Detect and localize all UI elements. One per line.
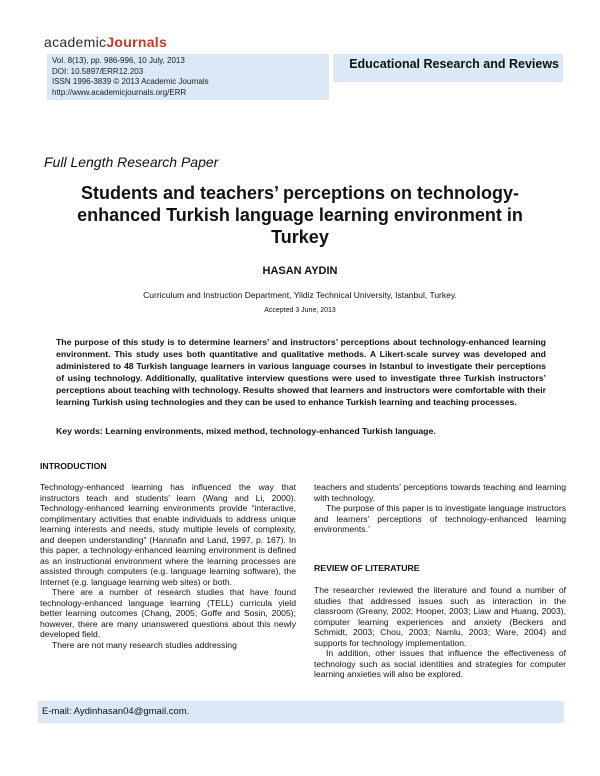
introduction-heading: INTRODUCTION — [40, 461, 107, 471]
right-column-top — [314, 482, 566, 535]
journal-logo: academicJournals — [44, 34, 168, 50]
title-line: Turkey — [271, 227, 329, 247]
volume-line: Vol. 8(13), pp. 986-996, 10 July, 2013 — [52, 56, 185, 65]
author-email: E-mail: Aydinhasan04@gmail.com. — [42, 706, 190, 717]
paper-type: Full Length Research Paper — [44, 154, 219, 170]
keywords: Key words: Learning environments, mixed method, technology-enhanced Turkish language. — [56, 426, 436, 436]
email-footer — [38, 701, 564, 723]
right-column-bottom — [314, 585, 566, 680]
paragraph: There are a number of research studies that have found technology-enhanced language learning (TELL) curricula yield better learning outcomes (Chang, 2005; Goffe and Sosin, 2005); however, there are many unanswered questions about this newly developed field. — [40, 587, 296, 639]
accepted-date: Accepted 3 June, 2013 — [264, 307, 336, 314]
citation-box — [47, 54, 329, 100]
author-affiliation: Curriculum and Instruction Department, Yildiz Technical University, Istanbul, Turkey. — [143, 290, 457, 300]
paragraph: teachers and students’ perceptions towards teaching and learning with technology. — [314, 482, 566, 503]
paragraph: The purpose of this paper is to investigate language instructors and learners’ perceptions of technology-enhanced learning environments.’ — [314, 503, 566, 534]
left-column — [40, 482, 296, 650]
paragraph: The researcher reviewed the literature and found a number of studies that addressed issues such as interaction in the classroom (Greany, 2002; Hooper, 2003; Liaw and Huang, 2003), computer learning experiences and anxiety (Beckers and Schmidt, 2003; Chou, 2003; Namlu, 2003; Ware, 2004) and supports for technology implementation. — [314, 585, 566, 648]
paragraph: Technology-enhanced learning has influenced the way that instructors teach and students’ learn (Wang and Li, 2000). Technology-enhanced learning environments provide “interactive, complimentary activities that enable individuals to address unique learning interests and needs, study multiple levels of complexity, and deepen understanding” (Hannafin and Land, 1997, p. 167). In this paper, a technology-enhanced learning environment is defined as an instructional environment where the learning processes are assisted through computers (e.g. language learning software), the Internet (e.g. language learning web sites) or both. — [40, 482, 296, 587]
paragraph: There are not many research studies addressing — [52, 639, 237, 650]
title-line: enhanced Turkish language learning environment in — [77, 205, 523, 225]
issn-line: ISSN 1996-3839 © 2013 Academic Journals — [52, 77, 209, 86]
journal-name-box — [333, 54, 563, 82]
abstract: The purpose of this study is to determine learners’ and instructors’ perceptions about technology-enhanced learning environment. This study uses both quantitative and qualitative methods. A Likert-scale survey was developed and administered to 48 Turkish language learners in various language courses in Istanbul to investigate their perceptions of using technology. Additionally, qualitative interview questions were used to investigate three Turkish instructors’ perceptions about teaching with technology. Results showed that learners and instructors were comfortable with their learning Turkish using technologies and they can be used to enhance Turkish learning and teaching processes. — [56, 337, 546, 407]
paragraph: In addition, other issues that influence the effectiveness of technology such as social identities and strategies for computer learning anxieties will also be explored. — [314, 648, 566, 679]
paper-title — [60, 182, 540, 248]
title-line: Students and teachers’ perceptions on technology- — [80, 183, 520, 203]
doi-line: DOI: 10.5897/ERR12.203 — [52, 66, 144, 76]
journal-name: Educational Research and Reviews — [349, 57, 559, 71]
journal-url-line: http://www.academicjournals.org/ERR — [52, 87, 187, 97]
author-name: HASAN AYDIN — [262, 265, 338, 277]
literature-review-heading: REVIEW OF LITERATURE — [314, 563, 420, 573]
